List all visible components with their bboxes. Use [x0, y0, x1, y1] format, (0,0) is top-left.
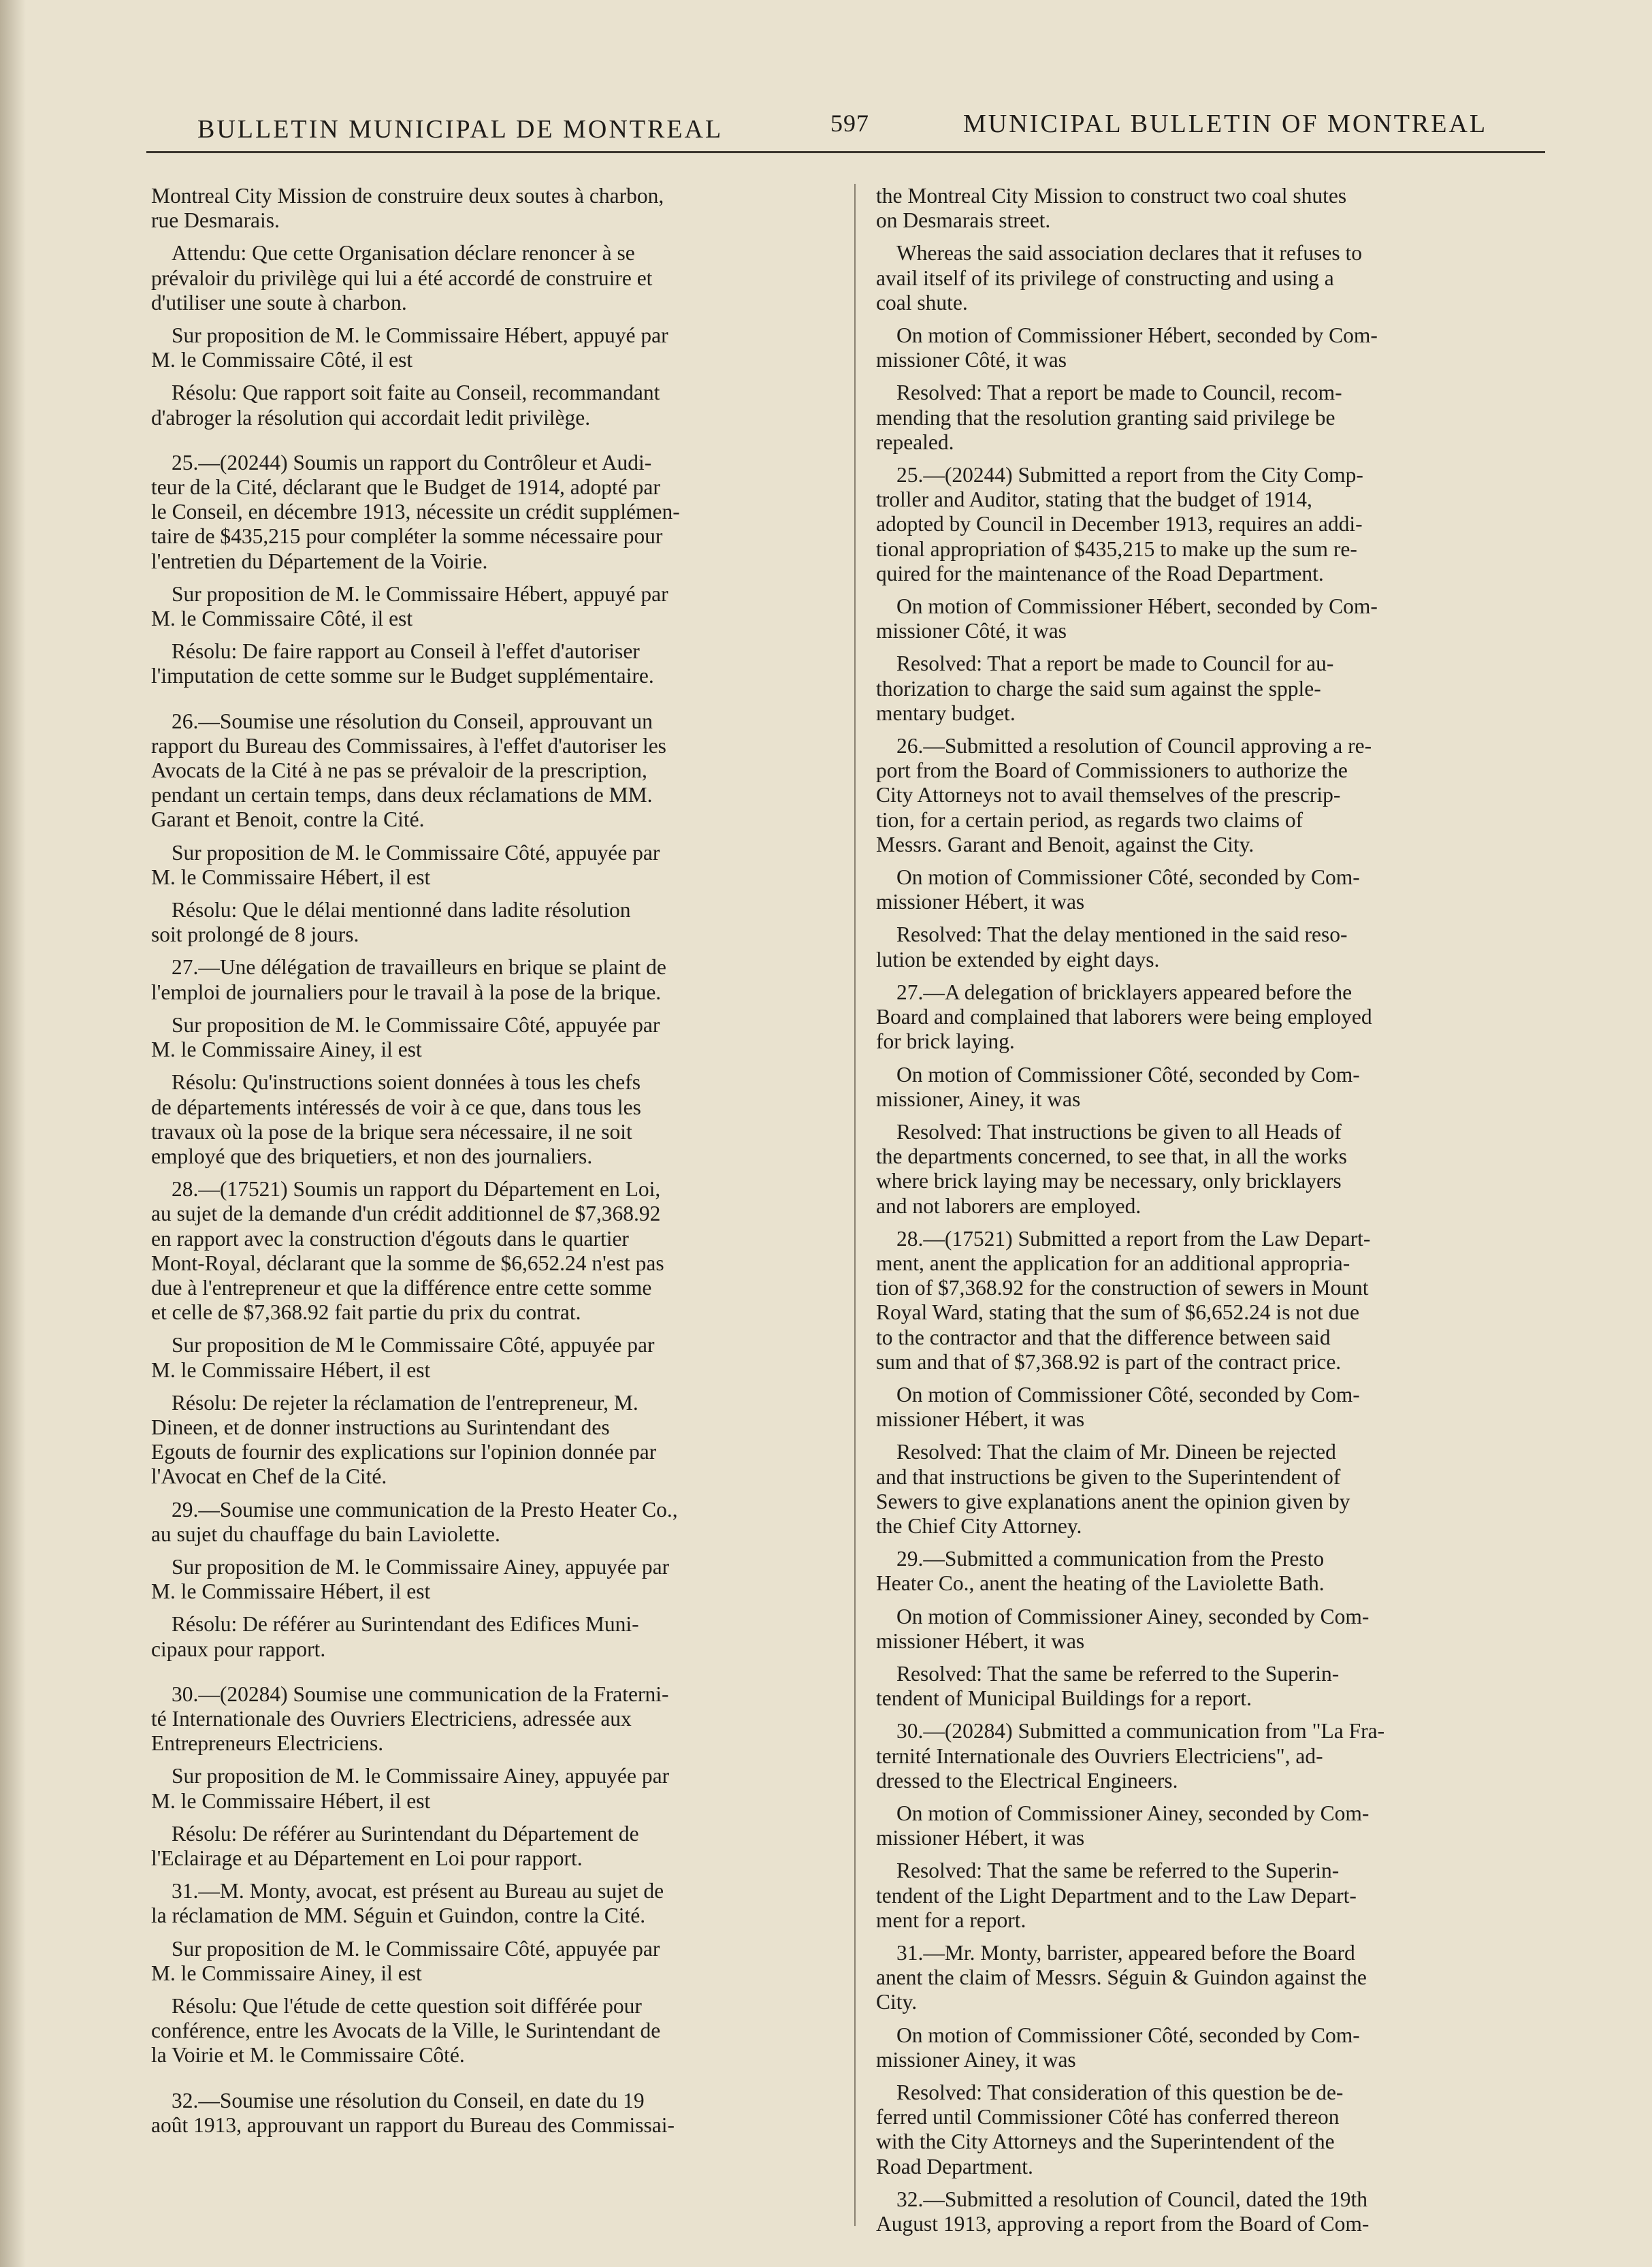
- english-paragraph: 32.—Submitted a resolution of Council, dated the 19th August 1913, approving a report from the Board of Com-: [876, 2187, 1370, 2236]
- english-paragraph: On motion of Commissioner Hébert, seconded by Com- missioner Côté, it was: [876, 323, 1378, 372]
- french-paragraph: 30.—(20284) Soumise une communication de la Fraterni- té Internationale des Ouvriers Electriciens, adressée aux Entrepreneurs Electriciens.: [151, 1682, 669, 1756]
- french-paragraph: 29.—Soumise une communication de la Presto Heater Co., au sujet du chauffage du bain Laviolette.: [151, 1497, 678, 1546]
- french-paragraph: Sur proposition de M. le Commissaire Côté, appuyée par M. le Commissaire Ainey, il est: [151, 1012, 660, 1062]
- french-paragraph: 26.—Soumise une résolution du Conseil, approuvant un rapport du Bureau des Commissaires, à l'effet d'autoriser les Avocats de la Cité à ne pas se prévaloir de la prescription, pendant un certain temps, dans deux réclamations de MM. Garant et Benoit, contre la Cité.: [151, 709, 666, 832]
- french-paragraph: Sur proposition de M. le Commissaire Hébert, appuyé par M. le Commissaire Côté, il est: [151, 323, 668, 372]
- french-paragraph: Sur proposition de M. le Commissaire Ainey, appuyée par M. le Commissaire Hébert, il est: [151, 1554, 670, 1604]
- english-paragraph: On motion of Commissioner Ainey, seconded by Com- missioner Hébert, it was: [876, 1604, 1370, 1653]
- english-paragraph: Resolved: That the claim of Mr. Dineen be rejected and that instructions be given to the Superintendent of Sewers to give explanations anent the opinion given by the Chief City Attorney.: [876, 1440, 1350, 1538]
- french-paragraph: Sur proposition de M. le Commissaire Ainey, appuyée par M. le Commissaire Hébert, il est: [151, 1764, 670, 1813]
- english-paragraph: 25.—(20244) Submitted a report from the City Comp- troller and Auditor, stating that the budget of 1914, adopted by Council in December 1913, requires an addi- tional appropriation of $435,215 to make up the sum re- quired for the maintenance of the Road Department.: [876, 463, 1363, 585]
- french-paragraph: 27.—Une délégation de travailleurs en brique se plaint de l'emploi de journaliers pour le travail à la pose de la brique.: [151, 955, 666, 1004]
- header-french-title: BULLETIN MUNICIPAL DE MONTREAL: [197, 115, 724, 144]
- french-paragraph: 31.—M. Monty, avocat, est présent au Bureau au sujet de la réclamation de MM. Séguin et Guindon, contre la Cité.: [151, 1879, 664, 1928]
- french-paragraph: Résolu: De faire rapport au Conseil à l'effet d'autoriser l'imputation de cette somme sur le Budget supplémentaire.: [151, 639, 654, 688]
- english-paragraph: Resolved: That the delay mentioned in the said reso- lution be extended by eight days.: [876, 922, 1348, 971]
- french-paragraph: 28.—(17521) Soumis un rapport du Département en Loi, au sujet de la demande d'un crédit additionnel de $7,368.92 en rapport avec la construction d'égouts dans le quartier Mont-Royal, déclarant que la somme de $6,652.24 n'est pas due à l'entrepreneur et que la différence entre cette somme et celle de $7,368.92 fait partie du prix du contrat.: [151, 1177, 664, 1325]
- french-paragraph: Résolu: De référer au Surintendant des Edifices Muni- cipaux pour rapport.: [151, 1612, 639, 1661]
- english-paragraph: On motion of Commissioner Ainey, seconded by Com- missioner Hébert, it was: [876, 1801, 1370, 1850]
- english-paragraph: Resolved: That consideration of this question be de- ferred until Commissioner Côté has conferred thereon with the City Attorneys and the Superintendent of the Road Department.: [876, 2080, 1344, 2178]
- header-rule: [146, 151, 1545, 153]
- french-paragraph: Sur proposition de M. le Commissaire Côté, appuyée par M. le Commissaire Ainey, il est: [151, 1936, 660, 1985]
- french-paragraph: Sur proposition de M. le Commissaire Côté, appuyée par M. le Commissaire Hébert, il est: [151, 840, 660, 889]
- french-column: [151, 184, 845, 2146]
- english-paragraph: 29.—Submitted a communication from the Presto Heater Co., anent the heating of the Laviolette Bath.: [876, 1547, 1325, 1596]
- english-paragraph: Resolved: That a report be made to Council, recom- mending that the resolution granting said privilege be repealed.: [876, 381, 1342, 454]
- french-paragraph: Résolu: De rejeter la réclamation de l'entrepreneur, M. Dineen, et de donner instructions au Surintendant des Egouts de fournir des explications sur l'opinion donnée par l'Avocat en Chef de la Cité.: [151, 1390, 657, 1489]
- english-paragraph: On motion of Commissioner Côté, seconded by Com- missioner, Ainey, it was: [876, 1062, 1360, 1111]
- english-paragraph: 26.—Submitted a resolution of Council approving a re- port from the Board of Commissioners to authorize the City Attorneys not to avail themselves of the prescrip- tion, for a certain period, as regards two claims of Messrs. Garant and Benoit, against the City.: [876, 734, 1372, 856]
- english-paragraph: On motion of Commissioner Côté, seconded by Com- missioner Hébert, it was: [876, 865, 1360, 914]
- french-paragraph: Sur proposition de M. le Commissaire Hébert, appuyé par M. le Commissaire Côté, il est: [151, 581, 668, 631]
- english-column: [876, 184, 1570, 2245]
- french-paragraph: 32.—Soumise une résolution du Conseil, en date du 19 août 1913, approuvant un rapport du Bureau des Commissai-: [151, 2088, 675, 2137]
- english-paragraph: 30.—(20284) Submitted a communication from "La Fra- ternité Internationale des Ouvriers Electriciens", ad- dressed to the Electrical Engineers.: [876, 1719, 1385, 1792]
- french-paragraph: Résolu: De référer au Surintendant du Département de l'Eclairage et au Département en Loi pour rapport.: [151, 1821, 639, 1870]
- page-edge-shadow: [0, 0, 26, 2267]
- english-paragraph: On motion of Commissioner Côté, seconded by Com- missioner Ainey, it was: [876, 2023, 1360, 2072]
- column-divider: [854, 184, 856, 2226]
- english-paragraph: Resolved: That instructions be given to all Heads of the departments concerned, to see that, in all the works where brick laying may be necessary, only bricklayers and not laborers are employed.: [876, 1119, 1347, 1218]
- french-paragraph: Sur proposition de M le Commissaire Côté, appuyée par M. le Commissaire Hébert, il est: [151, 1333, 655, 1382]
- page-header: [157, 109, 1550, 150]
- french-paragraph: Attendu: Que cette Organisation déclare renoncer à se prévaloir du privilège qui lui a été accordé de construire et d'utiliser une soute à charbon.: [151, 241, 653, 315]
- english-paragraph: 28.—(17521) Submitted a report from the Law Depart- ment, anent the application for an additional appropria- tion of $7,368.92 for the construction of sewers in Mount Royal Ward, stating that the sum of $6,652.24 is not due to the contractor and that the difference between said sum and that of $7,368.92 is part of the contract price.: [876, 1226, 1371, 1374]
- french-paragraph: Montreal City Mission de construire deux soutes à charbon, rue Desmarais.: [151, 184, 664, 233]
- french-paragraph: Résolu: Qu'instructions soient données à tous les chefs de départements intéressés de voir à ce que, dans tous les travaux où la pose de la brique sera nécessaire, il ne soit employé que des briquetiers, et non des journaliers.: [151, 1070, 641, 1168]
- english-paragraph: Whereas the said association declares that it refuses to avail itself of its privilege of constructing and using a coal shute.: [876, 241, 1362, 315]
- french-paragraph: 25.—(20244) Soumis un rapport du Contrôleur et Audi- teur de la Cité, déclarant que le Budget de 1914, adopté par le Conseil, en décembre 1913, nécessite un crédit supplémen- taire de $435,215 pour compléter la somme nécessaire pour l'entretien du Département de la Voirie.: [151, 450, 680, 573]
- english-paragraph: 31.—Mr. Monty, barrister, appeared before the Board anent the claim of Messrs. Séguin & Guindon against the City.: [876, 1941, 1367, 2014]
- french-paragraph: Résolu: Que l'étude de cette question soit différée pour conférence, entre les Avocats de la Ville, le Surintendant de la Voirie et M. le Commissaire Côté.: [151, 1994, 661, 2068]
- english-paragraph: Resolved: That the same be referred to the Superin- tendent of Municipal Buildings for a report.: [876, 1661, 1340, 1711]
- french-paragraph: Résolu: Que rapport soit faite au Conseil, recommandant d'abroger la résolution qui accordait ledit privilège.: [151, 381, 660, 430]
- english-paragraph: Resolved: That the same be referred to the Superin- tendent of the Light Department and to the Law Depart- ment for a report.: [876, 1859, 1357, 1932]
- english-paragraph: On motion of Commissioner Hébert, seconded by Com- missioner Côté, it was: [876, 594, 1378, 643]
- english-paragraph: the Montreal City Mission to construct two coal shutes on Desmarais street.: [876, 184, 1347, 233]
- english-paragraph: Resolved: That a report be made to Council for au- thorization to charge the said sum against the spple- mentary budget.: [876, 652, 1334, 725]
- french-paragraph: Résolu: Que le délai mentionné dans ladite résolution soit prolongé de 8 jours.: [151, 898, 631, 947]
- header-english-title: MUNICIPAL BULLETIN OF MONTREAL: [963, 110, 1488, 138]
- page-number: 597: [830, 110, 869, 137]
- english-paragraph: 27.—A delegation of bricklayers appeared before the Board and complained that laborers were being employed for brick laying.: [876, 980, 1372, 1054]
- english-paragraph: On motion of Commissioner Côté, seconded by Com- missioner Hébert, it was: [876, 1382, 1360, 1432]
